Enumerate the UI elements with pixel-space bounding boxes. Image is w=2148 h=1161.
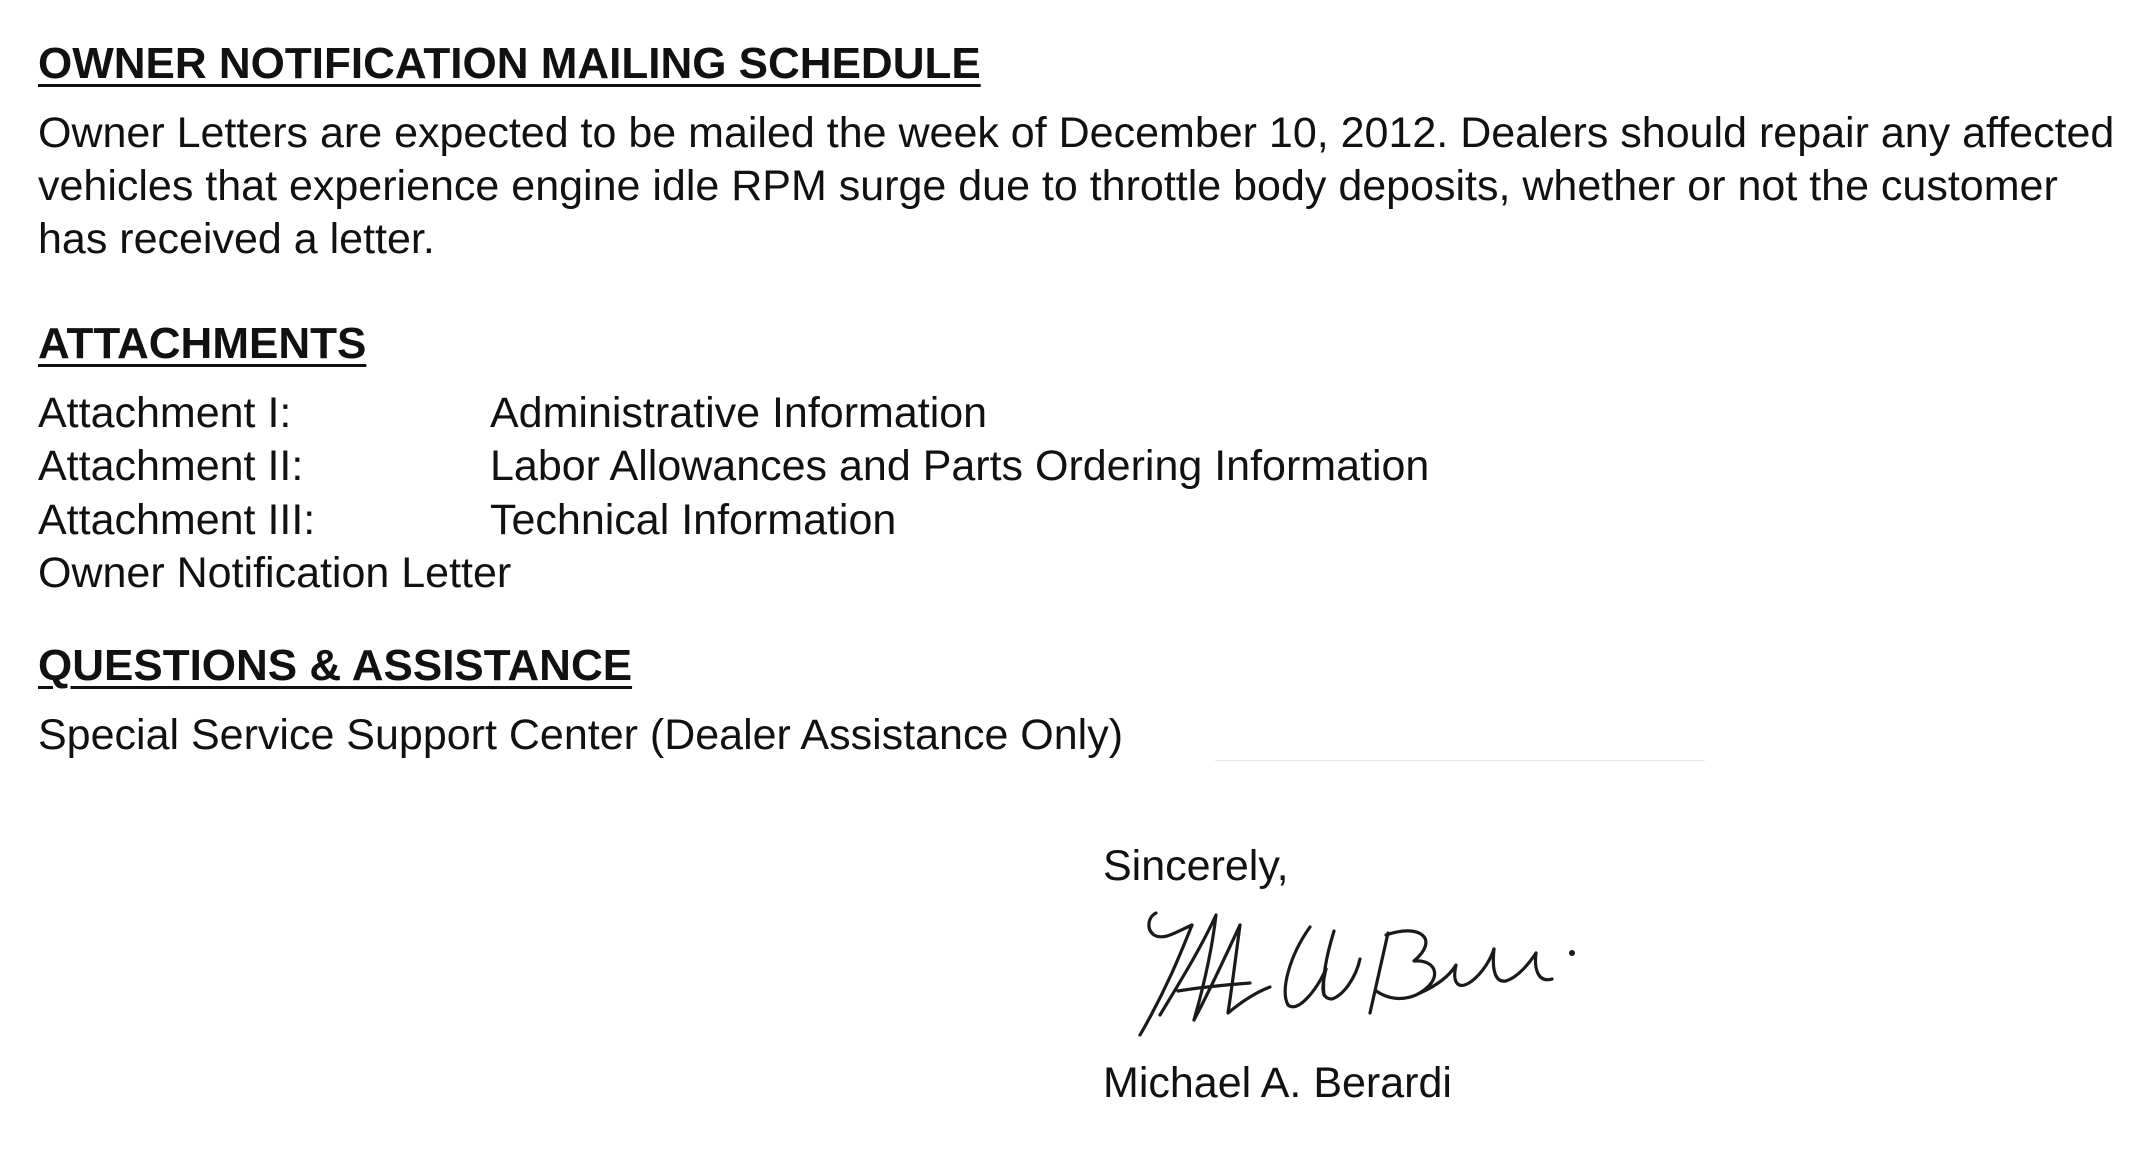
mailing-schedule-paragraph: Owner Letters are expected to be mailed the week of December 10, 2012. Dealers should repair any affected vehicles that experience engine idle RPM surge due to throttle body deposits, whether or not the customer has received a letter. [38, 109, 2115, 263]
closing-salutation: Sincerely, [1103, 842, 1289, 890]
questions-heading: QUESTIONS & ASSISTANCE [38, 641, 633, 690]
handwritten-signature [1120, 895, 1580, 1045]
support-center-text: Special Service Support Center (Dealer Assistance Only) [38, 711, 1124, 759]
attachment-title: Technical Information [490, 496, 897, 544]
divider [1215, 760, 1705, 761]
owner-notification-letter-item: Owner Notification Letter [38, 549, 512, 597]
attachment-title: Labor Allowances and Parts Ordering Information [490, 442, 1430, 490]
attachment-label: Attachment III: [38, 496, 316, 544]
attachment-label: Attachment I: [38, 389, 292, 437]
attachment-title: Administrative Information [490, 389, 988, 437]
mailing-schedule-heading: OWNER NOTIFICATION MAILING SCHEDULE [38, 39, 981, 88]
signer-name: Michael A. Berardi [1103, 1059, 1452, 1107]
attachments-heading: ATTACHMENTS [38, 319, 367, 368]
attachment-label: Attachment II: [38, 442, 304, 490]
